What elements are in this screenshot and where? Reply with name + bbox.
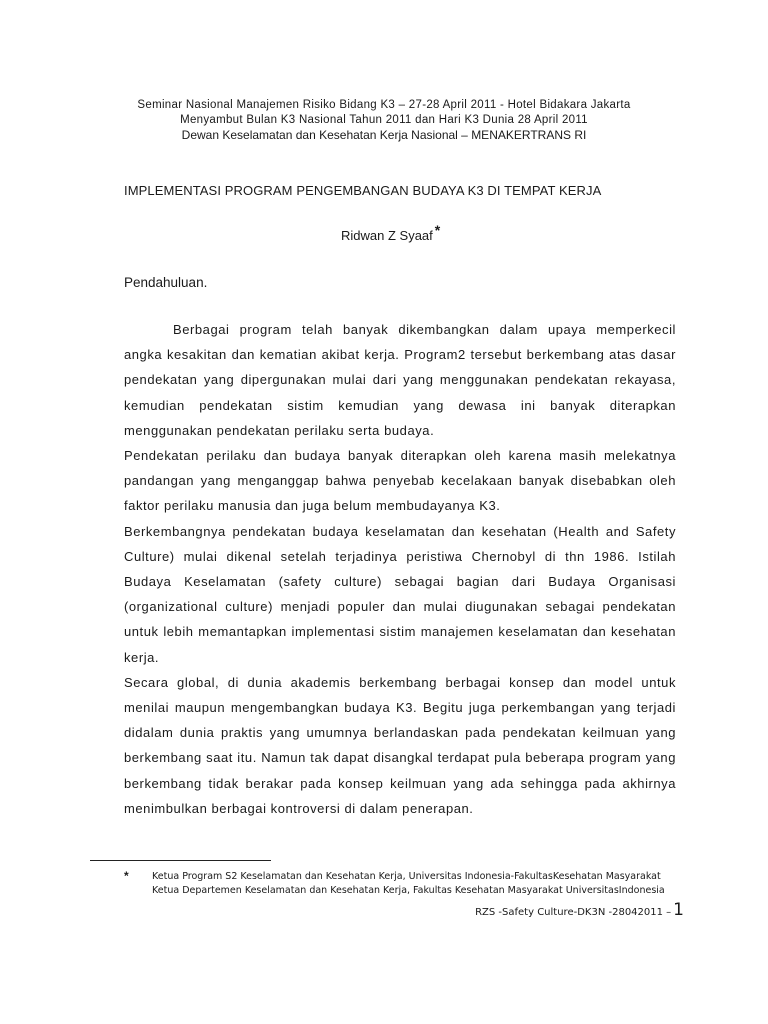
- footnote-divider: [90, 860, 271, 861]
- paragraph: Berbagai program telah banyak dikembangkan dalam upaya memperkecil angka kesakitan dan kematian akibat kerja. Program2 tersebut berkembang atas dasar pendekatan yang dipergunakan mulai dari yang menggunakan pendekatan rekayasa, kemudian pendekatan sistim kemudian yang dewasa ini banyak diterapkan menggunakan pendekatan perilaku serta budaya.: [124, 322, 676, 438]
- footnote-line: Ketua Program S2 Keselamatan dan Kesehatan Kerja, Universitas Indonesia-FakultasKesehatan Masyarakat: [152, 871, 661, 882]
- paragraph: Pendekatan perilaku dan budaya banyak diterapkan oleh karena masih melekatnya pandangan yang menganggap bahwa penyebab kecelakaan banyak disebabkan oleh faktor perilaku manusia dan juga belum membudayanya K3.: [124, 448, 676, 514]
- page-footer: [475, 900, 684, 920]
- author-footnote-mark: *: [434, 222, 441, 238]
- footnote: [152, 870, 665, 898]
- header-seminar-line: Seminar Nasional Manajemen Risiko Bidang K3 – 27-28 April 2011 - Hotel Bidakara Jakarta: [137, 99, 631, 111]
- header-organizer-line: Dewan Keselamatan dan Kesehatan Kerja Nasional – MENAKERTRANS RI: [181, 128, 587, 142]
- footer-reference: RZS -Safety Culture-DK3N -28042011 –: [475, 907, 672, 918]
- footnote-line: Ketua Departemen Keselamatan dan Kesehatan Kerja, Fakultas Kesehatan Masyarakat UniversitasIndonesia: [152, 885, 665, 896]
- paragraph: Secara global, di dunia akademis berkembang berbagai konsep dan model untuk menilai maupun mengembangkan budaya K3. Begitu juga perkembangan yang terjadi didalam dunia praktis yang umumnya berlandaskan pada pendekatan keilmuan yang berkembang saat itu. Namun tak dapat disangkal terdapat pula beberapa program yang berkembang tidak berakar pada konsep keilmuan yang ada sehingga pada akhirnya menimbulkan berbagai kontroversi di dalam penerapan.: [124, 674, 676, 816]
- author-name: Ridwan Z Syaaf: [341, 228, 433, 243]
- body-text: [124, 317, 676, 821]
- page-number: 1: [673, 900, 684, 920]
- document-title: IMPLEMENTASI PROGRAM PENGEMBANGAN BUDAYA K3 DI TEMPAT KERJA: [124, 183, 602, 198]
- author: [341, 222, 441, 243]
- footnote-mark: *: [124, 869, 129, 883]
- paragraph: Berkembangnya pendekatan budaya keselamatan dan kesehatan (Health and Safety Culture) mulai dikenal setelah terjadinya peristiwa Chernobyl di thn 1986. Istilah Budaya Keselamatan (safety culture) sebagai bagian dari Budaya Organisasi (organizational culture) menjadi populer dan mulai diugunakan sebagai pendekatan untuk lebih memantapkan implementasi sistim manajemen keselamatan dan kesehatan kerja.: [124, 523, 676, 665]
- section-heading: Pendahuluan.: [124, 275, 208, 290]
- header-event-line: Menyambut Bulan K3 Nasional Tahun 2011 dan Hari K3 Dunia 28 April 2011: [180, 114, 588, 126]
